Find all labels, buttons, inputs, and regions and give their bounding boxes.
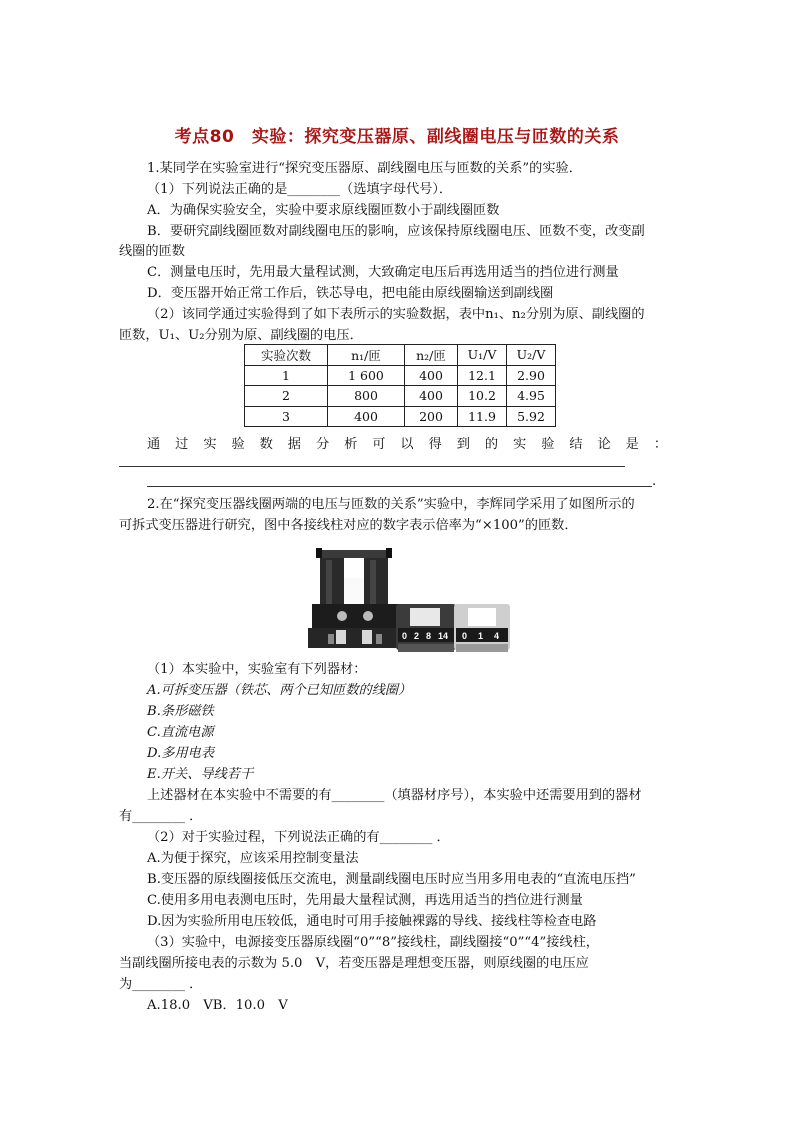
- conclusion-char: 是: [625, 437, 639, 452]
- q1-option-c: C．测量电压时，先用最大量程试测，大致确定电压后再选用适当的挡位进行测量: [147, 265, 619, 280]
- transformer-photo: [306, 548, 520, 656]
- coil2-label: 1: [478, 631, 484, 641]
- equipment-item-e: E.开关、导线若干: [147, 767, 254, 782]
- q2-part1-question-cont: 有________ ．: [119, 809, 203, 824]
- q2-part2-option-c: C.使用多用电表测电压时，先用最大量程试测，再选用适当的挡位进行测量: [147, 893, 583, 908]
- table-row: [245, 386, 556, 407]
- conclusion-char: 以: [400, 437, 414, 452]
- conclusion-prompt: [147, 433, 667, 452]
- table-cell: 3: [245, 406, 328, 427]
- answer-line: [119, 466, 625, 467]
- equipment-item-c: C.直流电源: [147, 725, 214, 740]
- q1-part2: （2）该同学通过实验得到了如下表所示的实验数据，表中n₁、n₂分别为原、副线圈的: [147, 307, 645, 322]
- table-cell: 400: [405, 365, 458, 386]
- q2-part3-cont: 当副线圈所接电表的示数为 5.0 V，若变压器是理想变压器，则原线圈的电压应: [119, 956, 589, 971]
- table-header-cell: 实验次数: [245, 345, 328, 366]
- q1-option-b: B．要研究副线圈匝数对副线圈电压的影响，应该保持原线圈电压、匝数不变，改变副: [147, 224, 645, 239]
- q2-part1: （1）本实验中，实验室有下列器材：: [147, 662, 367, 677]
- q2-stem: 2.在“探究变压器线圈两端的电压与匝数的关系”实验中，李辉同学采用了如图所示的: [147, 497, 635, 512]
- table-cell: 5.92: [507, 406, 556, 427]
- conclusion-char: 数: [259, 437, 273, 452]
- coil1-label: 2: [414, 631, 420, 641]
- table-header-cell: U₁/V: [458, 345, 507, 366]
- conclusion-char: 得: [428, 437, 442, 452]
- table-cell: 400: [405, 386, 458, 407]
- page-title: 考点80 实验：探究变压器原、副线圈电压与匝数的关系: [174, 127, 620, 147]
- equipment-item-b: B.条形磁铁: [147, 704, 214, 719]
- conclusion-char: 论: [597, 437, 611, 452]
- q2-stem-cont: 可拆式变压器进行研究，图中各接线柱对应的数字表示倍率为“×100”的匝数．: [119, 518, 578, 533]
- table-cell: 12.1: [458, 365, 507, 386]
- conclusion-char: ：: [653, 437, 667, 452]
- coil1-label: 14: [438, 631, 449, 641]
- answer-line: [147, 486, 652, 487]
- table-cell: 200: [405, 406, 458, 427]
- coil2-label: 0: [462, 631, 468, 641]
- coil2-label: 4: [494, 631, 500, 641]
- conclusion-char: 分: [315, 437, 330, 452]
- q1-option-b-cont: 线圈的匝数: [119, 244, 185, 259]
- equipment-item-d: D.多用电表: [147, 746, 215, 761]
- q1-stem: 1.某同学在实验室进行“探究变压器原、副线圈电压与匝数的关系”的实验．: [147, 161, 582, 176]
- data-table: [244, 344, 556, 427]
- q2-part3-options: A.18.0 VB．10.0 V: [147, 998, 288, 1013]
- q2-part2-option-a: A.为便于探究，应该采用控制变量法: [147, 851, 359, 866]
- conclusion-char: 据: [287, 437, 301, 452]
- q2-part3: （3）实验中，电源接变压器原线圈“0”“8”接线柱，副线圈接“0”“4”接线柱，: [147, 935, 599, 950]
- table-header-cell: n₂/匝: [405, 345, 458, 366]
- table-cell: 800: [328, 386, 405, 407]
- table-row: [245, 365, 556, 386]
- table-cell: 400: [328, 406, 405, 427]
- conclusion-char: 可: [372, 437, 386, 452]
- q1-option-d: D．变压器开始正常工作后，铁芯导电，把电能由原线圈输送到副线圈: [147, 286, 554, 301]
- conclusion-char: 结: [569, 437, 583, 452]
- table-row: [245, 406, 556, 427]
- q2-part3-cont2: 为________ ．: [119, 977, 203, 992]
- conclusion-char: 实: [203, 437, 217, 452]
- conclusion-char: 验: [231, 437, 245, 452]
- conclusion-char: 到: [456, 437, 470, 452]
- table-cell: 2.90: [507, 365, 556, 386]
- q2-part2-option-d: D.因为实验所用电压较低，通电时可用手接触裸露的导线、接线柱等检查电路: [147, 914, 597, 929]
- conclusion-char: 过: [175, 437, 189, 452]
- table-cell: 11.9: [458, 406, 507, 427]
- table-header-row: [245, 345, 556, 366]
- coil1-label: 0: [402, 631, 408, 641]
- equipment-item-a: A.可拆变压器（铁芯、两个已知匝数的线圈）: [147, 683, 412, 698]
- q2-part1-question: 上述器材在本实验中不需要的有________（填器材序号），本实验中还需要用到的器材: [147, 788, 642, 803]
- conclusion-char: 实: [513, 437, 527, 452]
- q2-part2-option-b: B.变压器的原线圈接低压交流电，测量副线圈电压时应当用多用电表的“直流电压挡”: [147, 872, 636, 887]
- table-cell: 10.2: [458, 386, 507, 407]
- coil1-label: 8: [426, 631, 432, 641]
- q1-option-a: A．为确保实验安全，实验中要求原线圈匝数小于副线圈匝数: [147, 203, 500, 218]
- table-header-cell: n₁/匝: [328, 345, 405, 366]
- table-cell: 1 600: [328, 365, 405, 386]
- table-cell: 4.95: [507, 386, 556, 407]
- conclusion-char: 的: [484, 437, 499, 452]
- conclusion-char: 析: [344, 437, 358, 452]
- conclusion-char: 验: [541, 437, 555, 452]
- q2-part2: （2）对于实验过程，下列说法正确的有________ ．: [147, 830, 450, 845]
- table-header-cell: U₂/V: [507, 345, 556, 366]
- table-cell: 2: [245, 386, 328, 407]
- conclusion-char: 通: [147, 437, 161, 452]
- q1-part2-cont: 匝数，U₁、U₂分别为原、副线圈的电压．: [119, 328, 363, 343]
- table-cell: 1: [245, 365, 328, 386]
- q1-part1: （1）下列说法正确的是________（选填字母代号）．: [147, 182, 453, 197]
- answer-line-period: .: [652, 474, 657, 489]
